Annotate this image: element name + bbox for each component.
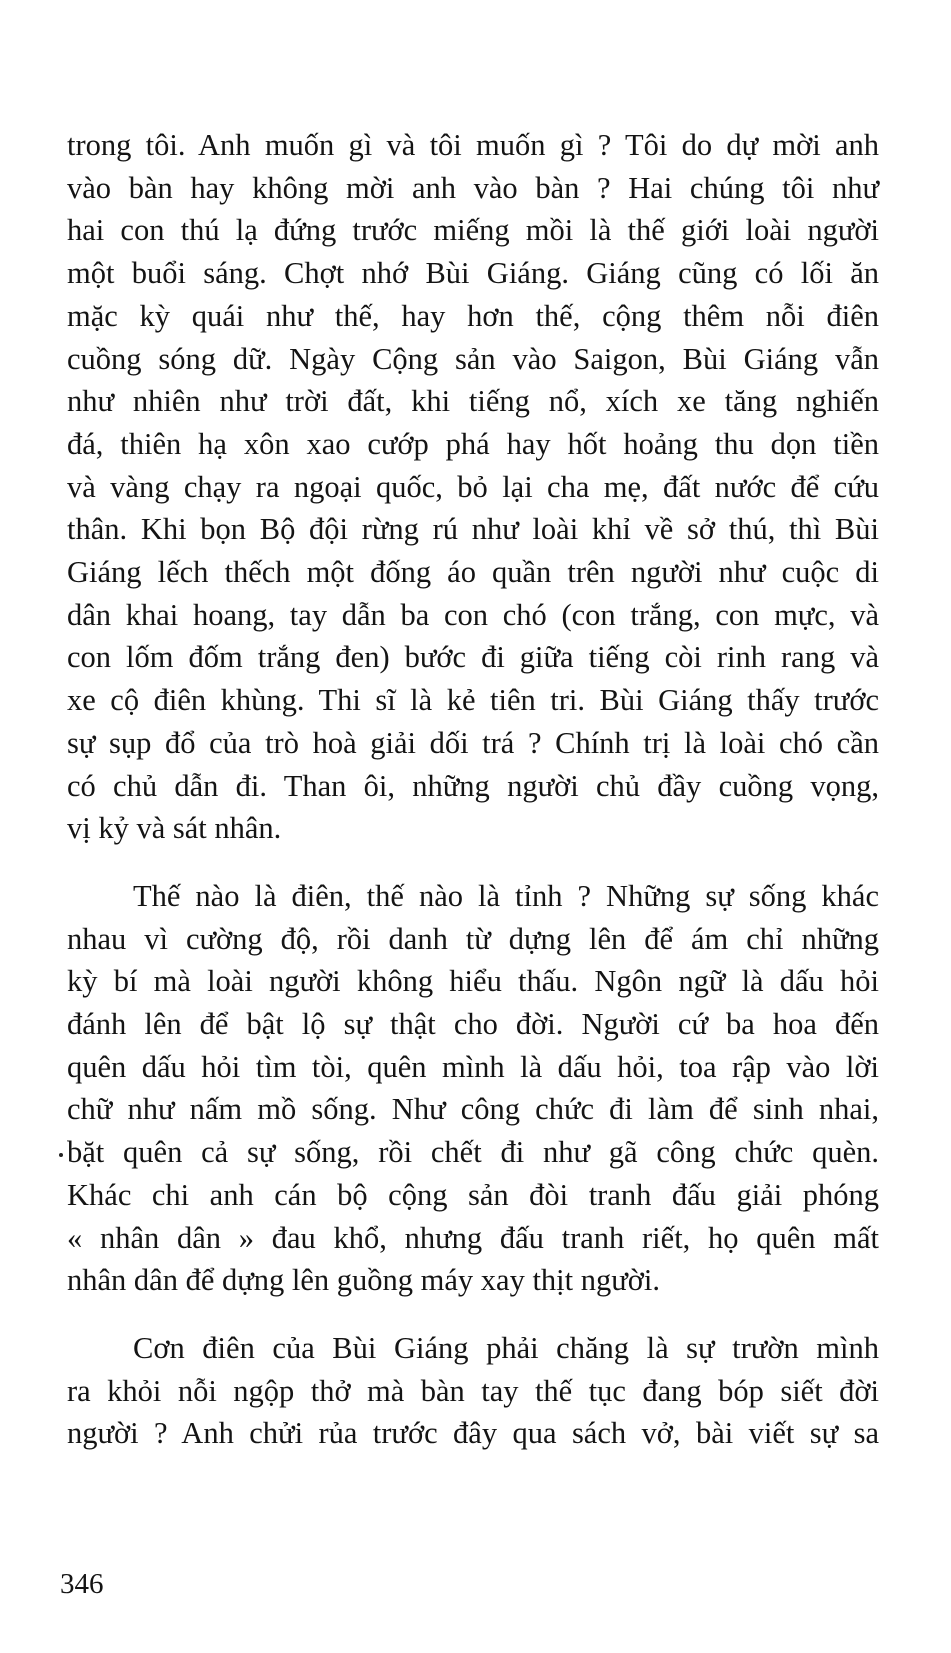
text-line: vị kỷ và sát nhân. (67, 811, 282, 846)
page-number: 346 (60, 1568, 104, 1600)
text-line: Khác chi anh cán bộ cộng sản đòi tranh đấu giải phóng (67, 1177, 879, 1212)
text-line: đá, thiên hạ xôn xao cướp phá hay hốt hoảng thu dọn tiền (67, 426, 879, 461)
text-line: nhân dân để dựng lên guồng máy xay thịt người. (67, 1263, 661, 1298)
text-line: đánh lên để bật lộ sự thật cho đời. Người cứ ba hoa đến (67, 1007, 879, 1042)
text-line: như nhiên như trời đất, khi tiếng nổ, xích xe tăng nghiến (67, 384, 879, 419)
text-line: sự sụp đổ của trò hoà giải dối trá ? Chính trị là loài chó cần (67, 725, 879, 760)
text-line: mặc kỳ quái như thế, hay hơn thế, cộng thêm nỗi điên (67, 298, 879, 333)
text-line: thân. Khi bọn Bộ đội rừng rú như loài khỉ về sở thú, thì Bùi (67, 512, 879, 547)
text-line: hai con thú lạ đứng trước miếng mồi là thế giới loài người (67, 213, 879, 248)
text-line: Giáng lếch thếch một đống áo quần trên người như cuộc di (67, 555, 879, 590)
text-line: xe cộ điên khùng. Thi sĩ là kẻ tiên tri. Bùi Giáng thấy trước (67, 683, 879, 718)
text-line: chữ như nấm mồ sống. Như công chức đi làm để sinh nhai, (67, 1092, 879, 1127)
text-line: quên dấu hỏi tìm tòi, quên mình là dấu hỏi, toa rập vào lời (67, 1049, 879, 1084)
text-line: kỳ bí mà loài người không hiểu thấu. Ngôn ngữ là dấu hỏi (67, 964, 879, 999)
paragraph-1 (67, 124, 879, 850)
text-line: « nhân dân » đau khổ, nhưng đấu tranh riết, họ quên mất (67, 1220, 879, 1255)
body-text (67, 124, 879, 1455)
text-line: có chủ dẫn đi. Than ôi, những người chủ đầy cuồng vọng, (67, 768, 879, 803)
text-line: ra khỏi nỗi ngộp thở mà bàn tay thế tục đang bóp siết đời (67, 1373, 879, 1408)
text-line: Thế nào là điên, thế nào là tỉnh ? Những sự sống khác (133, 878, 879, 913)
text-line: một buổi sáng. Chợt nhớ Bùi Giáng. Giáng cũng có lối ăn (67, 256, 879, 291)
text-line: nhau vì cường độ, rồi danh từ dựng lên để ám chỉ những (67, 921, 879, 956)
text-line: dân khai hoang, tay dẫn ba con chó (con trắng, con mực, và (67, 597, 879, 632)
text-line: và vàng chạy ra ngoại quốc, bỏ lại cha mẹ, đất nước để cứu (67, 469, 879, 504)
ink-speck (59, 1153, 63, 1157)
text-line: vào bàn hay không mời anh vào bàn ? Hai chúng tôi như (67, 170, 879, 205)
paragraph-3 (67, 1327, 879, 1455)
text-line: con lốm đốm trắng đen) bước đi giữa tiếng còi rinh rang và (67, 640, 879, 675)
paragraph-2 (67, 875, 879, 1302)
text-line: Cơn điên của Bùi Giáng phải chăng là sự trườn mình (133, 1330, 879, 1365)
text-line: người ? Anh chửi rủa trước đây qua sách vở, bài viết sự sa (67, 1416, 879, 1451)
text-line: bặt quên cả sự sống, rồi chết đi như gã công chức quèn. (67, 1135, 879, 1170)
text-line: cuồng sóng dữ. Ngày Cộng sản vào Saigon, Bùi Giáng vẫn (67, 341, 879, 376)
text-line: trong tôi. Anh muốn gì và tôi muốn gì ? Tôi do dự mời anh (67, 128, 879, 162)
